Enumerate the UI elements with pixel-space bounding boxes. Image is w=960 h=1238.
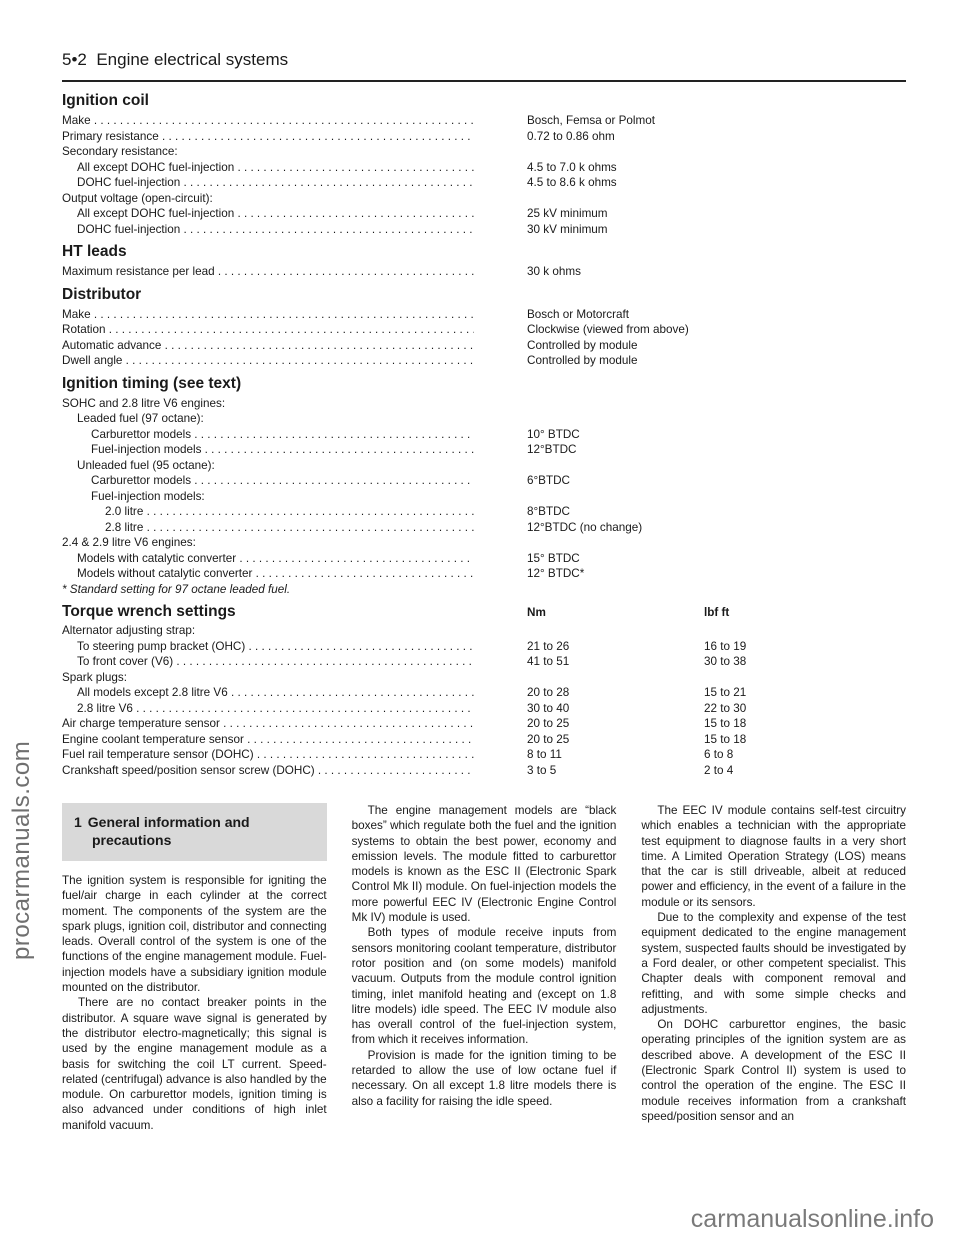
body-column-2 bbox=[352, 803, 617, 1133]
section-title: Ignition coil bbox=[62, 92, 149, 109]
spec-label: Models without catalytic converter . . . bbox=[62, 566, 474, 582]
nm-column-header: Nm bbox=[527, 606, 546, 619]
spec-label: 2.0 litre . . . bbox=[62, 504, 474, 520]
torque-nm: 3 to 5 bbox=[527, 763, 557, 777]
spec-label: Automatic advance . . . bbox=[62, 338, 474, 354]
page-header bbox=[62, 50, 288, 70]
spec-value: Bosch, Femsa or Polmot bbox=[527, 114, 655, 127]
header-rule bbox=[62, 80, 906, 82]
spec-row bbox=[62, 206, 906, 222]
spec-row bbox=[62, 566, 906, 582]
torque-nm: 20 to 25 bbox=[527, 717, 570, 730]
spec-label: All except DOHC fuel-injection . . . bbox=[62, 206, 474, 222]
torque-label: Alternator adjusting strap: bbox=[62, 624, 196, 637]
spec-value bbox=[474, 535, 704, 551]
spec-label: All except DOHC fuel-injection . . . bbox=[62, 160, 474, 176]
body-column-3 bbox=[641, 803, 906, 1133]
spec-row bbox=[62, 322, 906, 338]
section-title: Ignition timing (see text) bbox=[62, 374, 242, 392]
spec-label: Carburettor models . . . bbox=[62, 427, 474, 443]
spec-label: DOHC fuel-injection . . . bbox=[62, 175, 474, 191]
torque-lbf: 22 to 30 bbox=[704, 701, 747, 715]
spec-row bbox=[62, 473, 906, 489]
spec-row bbox=[62, 175, 906, 191]
spec-label: DOHC fuel-injection . . . bbox=[62, 222, 474, 238]
spec-row bbox=[62, 338, 906, 354]
section-heading-line1: General information and bbox=[87, 814, 250, 830]
torque-label: To front cover (V6) . . . bbox=[62, 654, 474, 670]
torque-lbf: 15 to 18 bbox=[704, 717, 747, 730]
torque-lbf: 2 to 4 bbox=[704, 763, 734, 777]
spec-row bbox=[62, 191, 906, 207]
body-text bbox=[62, 803, 906, 1133]
torque-lbf: 16 to 19 bbox=[704, 639, 747, 653]
lbf-column-header: lbf ft bbox=[704, 606, 730, 619]
spec-value: 4.5 to 8.6 k ohms bbox=[527, 176, 617, 189]
spec-label: Secondary resistance: bbox=[62, 145, 178, 158]
spec-label: Make . . . bbox=[62, 307, 474, 323]
spec-row bbox=[62, 411, 906, 427]
torque-row bbox=[62, 654, 906, 670]
spec-value bbox=[474, 411, 704, 427]
spec-label: SOHC and 2.8 litre V6 engines: bbox=[62, 396, 226, 410]
paragraph: Provision is made for the ignition timing to be retarded to allow the use of low octane fuel if necessary. On all except 1.8 litre models there is also a facility for raising the idle speed. bbox=[351, 1048, 617, 1108]
spec-label: Fuel-injection models . . . bbox=[62, 442, 474, 458]
spec-value: 25 kV minimum bbox=[527, 207, 608, 220]
torque-nm: 21 to 26 bbox=[527, 639, 570, 653]
spec-value: 30 kV minimum bbox=[527, 222, 608, 236]
spec-value: Clockwise (viewed from above) bbox=[527, 323, 689, 336]
spec-value: 12°BTDC bbox=[527, 443, 577, 456]
torque-label: To steering pump bracket (OHC) . . . bbox=[62, 639, 474, 655]
spec-label: Unleaded fuel (95 octane): bbox=[77, 458, 215, 472]
torque-nm: 41 to 51 bbox=[527, 655, 570, 668]
paragraph: The ignition system is responsible for igniting the fuel/air charge in each cylinder at the correct moment. The components of the system are the spark plugs, ignition coil, distributor and connecting leads. Overall control of the system is one of the functions of the engine management module. Fuel-injection models have a subsidiary ignition module mounted on the distributor. bbox=[62, 874, 327, 995]
torque-lbf bbox=[704, 670, 854, 686]
spec-label: Maximum resistance per lead . . . bbox=[62, 264, 474, 280]
torque-nm bbox=[474, 670, 704, 686]
paragraph: Both types of module receive inputs from sensors monitoring coolant temperature, distributor rotor position and (on some models) manifold vacuum. Outputs from the module control ignition timing, inlet manifold heating and (except on 1.8 litre models) idle speed. The EEC IV module also has overall control of the fuel-injection system, from which it receives information. bbox=[351, 926, 617, 1047]
spec-label: Carburettor models . . . bbox=[62, 473, 474, 489]
torque-lbf: 30 to 38 bbox=[704, 655, 747, 668]
section-number: 1 bbox=[74, 814, 82, 830]
spec-sections bbox=[62, 92, 906, 597]
torque-nm bbox=[474, 623, 704, 639]
spec-value: 12° BTDC* bbox=[527, 567, 585, 580]
spec-row bbox=[62, 504, 906, 520]
footnote: * Standard setting for 97 octane leaded fuel. bbox=[62, 582, 291, 596]
section-heading-line2: precautions bbox=[92, 832, 172, 848]
spec-row bbox=[62, 113, 906, 129]
section-title: HT leads bbox=[62, 243, 127, 260]
paragraph: The EEC IV module contains self-test circuitry which enables a technician with the appropriate test equipment to diagnose faults in a very short time. A Limited Operation Strategy (LOS) means that the car is still driveable, albeit at reduced power and efficiency, in the event of a failure in the module or its sensors. bbox=[641, 804, 907, 909]
spec-value: 10° BTDC bbox=[527, 427, 580, 441]
spec-row bbox=[62, 160, 906, 176]
spec-value: Controlled by module bbox=[527, 354, 638, 367]
spec-row bbox=[62, 427, 906, 443]
spec-value: 4.5 to 7.0 k ohms bbox=[527, 160, 617, 174]
spec-label: 2.8 litre . . . bbox=[62, 520, 474, 536]
spec-value: Bosch or Motorcraft bbox=[527, 307, 629, 321]
torque-row bbox=[62, 763, 906, 779]
torque-nm: 20 to 28 bbox=[527, 686, 570, 699]
torque-nm: 30 to 40 bbox=[527, 701, 570, 715]
spec-row bbox=[62, 520, 906, 536]
spec-row bbox=[62, 353, 906, 369]
spec-row bbox=[62, 129, 906, 145]
spec-label: Models with catalytic converter . . . bbox=[62, 551, 474, 567]
spec-value: Controlled by module bbox=[527, 338, 638, 352]
torque-header bbox=[62, 603, 906, 621]
section-heading bbox=[74, 813, 315, 849]
torque-lbf: 15 to 18 bbox=[704, 732, 747, 746]
spec-row bbox=[62, 222, 906, 238]
side-watermark: procarmanuals.com bbox=[8, 740, 35, 960]
spec-value bbox=[474, 191, 704, 207]
torque-row bbox=[62, 670, 906, 686]
body-column-1 bbox=[62, 803, 327, 1133]
spec-row bbox=[62, 264, 906, 280]
torque-nm: 8 to 11 bbox=[527, 748, 562, 761]
spec-row bbox=[62, 307, 906, 323]
torque-label: Engine coolant temperature sensor . . . bbox=[62, 732, 474, 748]
torque-table bbox=[62, 623, 906, 778]
paragraph: The engine management models are “black boxes” which regulate both the fuel and the ignition systems to obtain the best power, economy and emission levels. The module fitted to carburettor models is known as the ESC II (Electronic Spark Control Mk II) module. On fuel-injection models the more powerful EEC IV (Electronic Engine Control Mk IV) module is used. bbox=[351, 804, 617, 925]
torque-label: 2.8 litre V6 . . . bbox=[62, 701, 474, 717]
torque-label: Spark plugs: bbox=[62, 670, 127, 684]
torque-nm: 20 to 25 bbox=[527, 732, 570, 746]
spec-label: Output voltage (open-circuit): bbox=[62, 191, 213, 205]
torque-row bbox=[62, 623, 906, 639]
paragraph: There are no contact breaker points in the distributor. A square wave signal is generated by the distributor electro-magnetically; this signal is used by the engine management module as a basis for switching the coil LT current. Speed-related (centrifugal) advance is also handled by the module. On carburettor models, ignition timing is also advanced under conditions of high inlet manifold vacuum. bbox=[62, 996, 327, 1132]
spec-value: 0.72 to 0.86 ohm bbox=[527, 129, 615, 143]
spec-row bbox=[62, 489, 906, 505]
spec-value: 12°BTDC (no change) bbox=[527, 520, 643, 534]
spec-row bbox=[62, 458, 906, 474]
torque-row bbox=[62, 747, 906, 763]
paragraph: On DOHC carburettor engines, the basic operating principles of the ignition system are as described above. A development of the ESC II (Electronic Spark Control II) system is used to control the operation of the engine. The ESC II module receives information from a crankshaft speed/position sensor and an bbox=[641, 1018, 907, 1123]
spec-value: 6°BTDC bbox=[527, 474, 570, 487]
spec-value bbox=[474, 396, 704, 412]
spec-label: Leaded fuel (97 octane): bbox=[77, 412, 204, 425]
spec-row bbox=[62, 442, 906, 458]
torque-lbf bbox=[704, 623, 854, 639]
spec-value bbox=[474, 458, 704, 474]
torque-row bbox=[62, 732, 906, 748]
page-ref: 5•2 bbox=[62, 50, 87, 69]
torque-label: Fuel rail temperature sensor (DOHC) . . . bbox=[62, 747, 474, 763]
spec-value: 30 k ohms bbox=[527, 265, 581, 278]
page-title: Engine electrical systems bbox=[96, 50, 289, 69]
torque-lbf: 15 to 21 bbox=[704, 686, 747, 699]
spec-label: Make . . . bbox=[62, 113, 474, 129]
torque-label: Air charge temperature sensor . . . bbox=[62, 716, 474, 732]
torque-label: Crankshaft speed/position sensor screw (DOHC) . . . bbox=[62, 763, 474, 779]
section-title: Distributor bbox=[62, 285, 142, 303]
section-heading-box bbox=[62, 803, 327, 861]
spec-label: Rotation . . . bbox=[62, 322, 474, 338]
torque-row bbox=[62, 716, 906, 732]
spec-row bbox=[62, 535, 906, 551]
paragraph: Due to the complexity and expense of the test equipment dedicated to the engine management system, suspected faults should be investigated by a Ford dealer, or other competent specialist. This Chapter deals with component removal and refitting, and with some simple checks and adjustments. bbox=[641, 911, 907, 1016]
torque-lbf: 6 to 8 bbox=[704, 748, 734, 761]
spec-label: Fuel-injection models: bbox=[91, 489, 205, 503]
spec-row bbox=[62, 396, 906, 412]
spec-value: 8°BTDC bbox=[527, 505, 570, 518]
specifications bbox=[62, 90, 906, 778]
bottom-watermark: carmanualsonline.info bbox=[690, 1205, 934, 1233]
torque-title: Torque wrench settings bbox=[62, 603, 236, 620]
spec-row bbox=[62, 144, 906, 160]
spec-value bbox=[474, 489, 704, 505]
spec-label: 2.4 & 2.9 litre V6 engines: bbox=[62, 536, 196, 549]
torque-label: All models except 2.8 litre V6 . . . bbox=[62, 685, 474, 701]
spec-label: Dwell angle . . . bbox=[62, 353, 474, 369]
spec-row bbox=[62, 551, 906, 567]
torque-row bbox=[62, 639, 906, 655]
spec-label: Primary resistance . . . bbox=[62, 129, 474, 145]
spec-value bbox=[474, 144, 704, 160]
torque-row bbox=[62, 701, 906, 717]
spec-value: 15° BTDC bbox=[527, 551, 580, 565]
torque-row bbox=[62, 685, 906, 701]
